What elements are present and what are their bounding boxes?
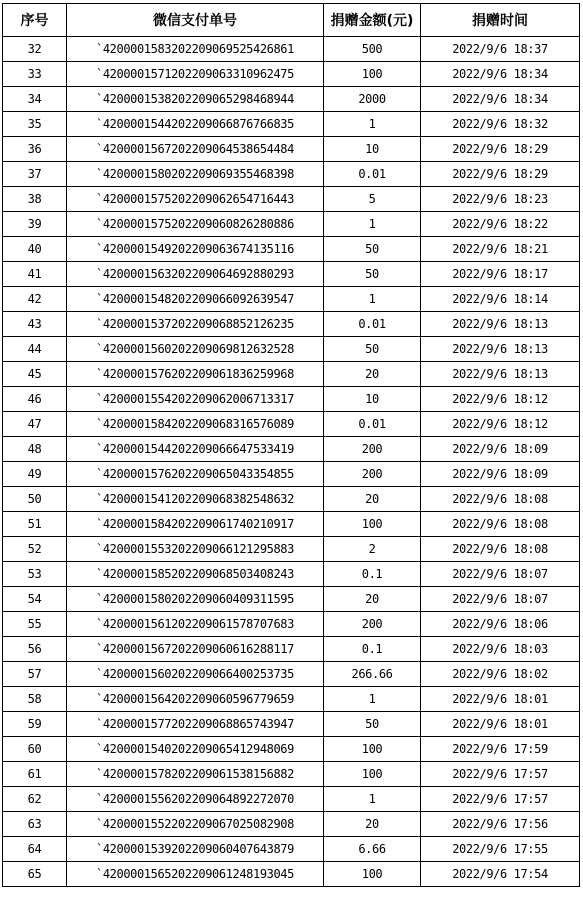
cell-donation-time: 2022/9/6 18:13: [421, 362, 580, 387]
cell-donation-time: 2022/9/6 18:12: [421, 412, 580, 437]
cell-donation-amount: 6.66: [324, 837, 421, 862]
cell-donation-time: 2022/9/6 17:54: [421, 862, 580, 887]
table-row: [3, 512, 580, 537]
cell-donation-amount: 0.1: [324, 562, 421, 587]
cell-donation-amount: 20: [324, 812, 421, 837]
cell-donation-time: 2022/9/6 18:23: [421, 187, 580, 212]
cell-serial-number: 54: [3, 587, 67, 612]
cell-donation-time: 2022/9/6 18:08: [421, 537, 580, 562]
cell-serial-number: 65: [3, 862, 67, 887]
cell-wechat-order-id: `4200001580202209060409311595: [67, 587, 324, 612]
cell-donation-amount: 100: [324, 512, 421, 537]
cell-wechat-order-id: `4200001556202209064892272070: [67, 787, 324, 812]
donation-table: [2, 3, 580, 887]
cell-serial-number: 47: [3, 412, 67, 437]
table-row: [3, 287, 580, 312]
cell-serial-number: 62: [3, 787, 67, 812]
cell-donation-amount: 1: [324, 787, 421, 812]
cell-donation-time: 2022/9/6 18:29: [421, 162, 580, 187]
cell-serial-number: 35: [3, 112, 67, 137]
donation-table-container: [2, 3, 579, 887]
cell-donation-amount: 1: [324, 112, 421, 137]
cell-serial-number: 34: [3, 87, 67, 112]
cell-donation-amount: 100: [324, 862, 421, 887]
cell-donation-amount: 50: [324, 337, 421, 362]
cell-donation-time: 2022/9/6 18:12: [421, 387, 580, 412]
cell-wechat-order-id: `4200001544202209066647533419: [67, 437, 324, 462]
cell-donation-amount: 20: [324, 587, 421, 612]
cell-donation-time: 2022/9/6 18:09: [421, 437, 580, 462]
cell-wechat-order-id: `4200001537202209068852126235: [67, 312, 324, 337]
cell-serial-number: 48: [3, 437, 67, 462]
table-row: [3, 237, 580, 262]
cell-donation-amount: 10: [324, 387, 421, 412]
table-row: [3, 562, 580, 587]
cell-donation-amount: 500: [324, 37, 421, 62]
cell-wechat-order-id: `4200001554202209062006713317: [67, 387, 324, 412]
cell-wechat-order-id: `4200001564202209060596779659: [67, 687, 324, 712]
cell-wechat-order-id: `4200001575202209060826280886: [67, 212, 324, 237]
table-row: [3, 537, 580, 562]
cell-serial-number: 37: [3, 162, 67, 187]
cell-wechat-order-id: `4200001552202209067025082908: [67, 812, 324, 837]
cell-donation-time: 2022/9/6 17:56: [421, 812, 580, 837]
cell-donation-time: 2022/9/6 18:13: [421, 312, 580, 337]
cell-wechat-order-id: `4200001575202209062654716443: [67, 187, 324, 212]
cell-wechat-order-id: `4200001583202209069525426861: [67, 37, 324, 62]
cell-wechat-order-id: `4200001567202209064538654484: [67, 137, 324, 162]
cell-serial-number: 57: [3, 662, 67, 687]
table-body: [3, 37, 580, 887]
cell-serial-number: 58: [3, 687, 67, 712]
cell-wechat-order-id: `4200001584202209068316576089: [67, 412, 324, 437]
cell-donation-amount: 50: [324, 237, 421, 262]
cell-donation-amount: 0.01: [324, 162, 421, 187]
cell-donation-amount: 0.1: [324, 637, 421, 662]
table-row: [3, 137, 580, 162]
table-row: [3, 337, 580, 362]
cell-wechat-order-id: `4200001553202209066121295883: [67, 537, 324, 562]
cell-serial-number: 32: [3, 37, 67, 62]
table-row: [3, 262, 580, 287]
cell-serial-number: 45: [3, 362, 67, 387]
cell-donation-time: 2022/9/6 17:55: [421, 837, 580, 862]
cell-donation-amount: 1: [324, 287, 421, 312]
cell-serial-number: 64: [3, 837, 67, 862]
header-wechat-order-id: 微信支付单号: [67, 4, 324, 37]
cell-serial-number: 38: [3, 187, 67, 212]
cell-serial-number: 52: [3, 537, 67, 562]
cell-donation-time: 2022/9/6 18:01: [421, 687, 580, 712]
cell-donation-amount: 200: [324, 437, 421, 462]
cell-serial-number: 39: [3, 212, 67, 237]
table-row: [3, 112, 580, 137]
table-row: [3, 487, 580, 512]
table-row: [3, 662, 580, 687]
cell-wechat-order-id: `4200001576202209065043354855: [67, 462, 324, 487]
table-row: [3, 712, 580, 737]
cell-donation-time: 2022/9/6 18:07: [421, 587, 580, 612]
cell-donation-amount: 100: [324, 62, 421, 87]
cell-wechat-order-id: `4200001585202209068503408243: [67, 562, 324, 587]
cell-wechat-order-id: `4200001563202209064692880293: [67, 262, 324, 287]
cell-wechat-order-id: `4200001584202209061740210917: [67, 512, 324, 537]
cell-wechat-order-id: `4200001548202209066092639547: [67, 287, 324, 312]
cell-wechat-order-id: `4200001538202209065298468944: [67, 87, 324, 112]
table-row: [3, 737, 580, 762]
cell-serial-number: 44: [3, 337, 67, 362]
table-row: [3, 187, 580, 212]
cell-wechat-order-id: `4200001576202209061836259968: [67, 362, 324, 387]
cell-donation-time: 2022/9/6 18:29: [421, 137, 580, 162]
cell-serial-number: 49: [3, 462, 67, 487]
cell-donation-time: 2022/9/6 18:34: [421, 87, 580, 112]
cell-donation-amount: 50: [324, 262, 421, 287]
table-row: [3, 637, 580, 662]
cell-donation-amount: 5: [324, 187, 421, 212]
cell-donation-amount: 200: [324, 462, 421, 487]
cell-donation-amount: 1: [324, 687, 421, 712]
cell-donation-time: 2022/9/6 18:08: [421, 487, 580, 512]
table-row: [3, 812, 580, 837]
cell-donation-time: 2022/9/6 18:37: [421, 37, 580, 62]
cell-donation-amount: 100: [324, 762, 421, 787]
cell-donation-time: 2022/9/6 18:03: [421, 637, 580, 662]
header-donation-time: 捐赠时间: [421, 4, 580, 37]
cell-serial-number: 33: [3, 62, 67, 87]
cell-donation-time: 2022/9/6 18:02: [421, 662, 580, 687]
cell-serial-number: 56: [3, 637, 67, 662]
cell-donation-amount: 0.01: [324, 412, 421, 437]
cell-serial-number: 43: [3, 312, 67, 337]
cell-serial-number: 50: [3, 487, 67, 512]
cell-donation-amount: 2000: [324, 87, 421, 112]
table-row: [3, 312, 580, 337]
table-row: [3, 462, 580, 487]
table-row: [3, 587, 580, 612]
cell-wechat-order-id: `4200001549202209063674135116: [67, 237, 324, 262]
table-row: [3, 37, 580, 62]
table-row: [3, 787, 580, 812]
cell-serial-number: 41: [3, 262, 67, 287]
cell-donation-time: 2022/9/6 18:22: [421, 212, 580, 237]
table-row: [3, 437, 580, 462]
table-row: [3, 362, 580, 387]
table-row: [3, 62, 580, 87]
table-row: [3, 212, 580, 237]
table-row: [3, 87, 580, 112]
cell-serial-number: 42: [3, 287, 67, 312]
cell-donation-amount: 20: [324, 362, 421, 387]
cell-wechat-order-id: `4200001571202209063310962475: [67, 62, 324, 87]
cell-wechat-order-id: `4200001565202209061248193045: [67, 862, 324, 887]
cell-donation-time: 2022/9/6 18:13: [421, 337, 580, 362]
cell-serial-number: 40: [3, 237, 67, 262]
table-row: [3, 412, 580, 437]
cell-serial-number: 53: [3, 562, 67, 587]
cell-serial-number: 51: [3, 512, 67, 537]
cell-donation-time: 2022/9/6 18:06: [421, 612, 580, 637]
header-row: [3, 4, 580, 37]
cell-donation-time: 2022/9/6 18:32: [421, 112, 580, 137]
cell-donation-amount: 2: [324, 537, 421, 562]
cell-donation-time: 2022/9/6 17:59: [421, 737, 580, 762]
cell-donation-amount: 10: [324, 137, 421, 162]
cell-wechat-order-id: `4200001560202209069812632528: [67, 337, 324, 362]
cell-serial-number: 61: [3, 762, 67, 787]
cell-serial-number: 55: [3, 612, 67, 637]
table-header: [3, 4, 580, 37]
cell-donation-time: 2022/9/6 18:17: [421, 262, 580, 287]
cell-donation-time: 2022/9/6 18:09: [421, 462, 580, 487]
cell-donation-amount: 1: [324, 212, 421, 237]
table-row: [3, 837, 580, 862]
cell-donation-amount: 0.01: [324, 312, 421, 337]
cell-serial-number: 60: [3, 737, 67, 762]
cell-donation-amount: 200: [324, 612, 421, 637]
cell-wechat-order-id: `4200001540202209065412948069: [67, 737, 324, 762]
table-row: [3, 387, 580, 412]
cell-wechat-order-id: `4200001539202209060407643879: [67, 837, 324, 862]
header-serial-number: 序号: [3, 4, 67, 37]
cell-serial-number: 63: [3, 812, 67, 837]
cell-donation-time: 2022/9/6 18:21: [421, 237, 580, 262]
table-row: [3, 687, 580, 712]
cell-wechat-order-id: `4200001578202209061538156882: [67, 762, 324, 787]
cell-serial-number: 36: [3, 137, 67, 162]
cell-donation-time: 2022/9/6 18:08: [421, 512, 580, 537]
cell-donation-time: 2022/9/6 17:57: [421, 787, 580, 812]
cell-wechat-order-id: `4200001541202209068382548632: [67, 487, 324, 512]
cell-donation-amount: 100: [324, 737, 421, 762]
cell-wechat-order-id: `4200001580202209069355468398: [67, 162, 324, 187]
table-row: [3, 862, 580, 887]
cell-donation-amount: 20: [324, 487, 421, 512]
cell-donation-amount: 266.66: [324, 662, 421, 687]
cell-donation-time: 2022/9/6 18:01: [421, 712, 580, 737]
cell-wechat-order-id: `4200001577202209068865743947: [67, 712, 324, 737]
cell-donation-time: 2022/9/6 18:07: [421, 562, 580, 587]
cell-donation-time: 2022/9/6 18:34: [421, 62, 580, 87]
cell-serial-number: 59: [3, 712, 67, 737]
table-row: [3, 162, 580, 187]
cell-donation-time: 2022/9/6 17:57: [421, 762, 580, 787]
cell-wechat-order-id: `4200001561202209061578707683: [67, 612, 324, 637]
cell-wechat-order-id: `4200001544202209066876766835: [67, 112, 324, 137]
cell-wechat-order-id: `4200001567202209060616288117: [67, 637, 324, 662]
cell-donation-time: 2022/9/6 18:14: [421, 287, 580, 312]
header-donation-amount: 捐赠金额(元): [324, 4, 421, 37]
cell-donation-amount: 50: [324, 712, 421, 737]
table-row: [3, 612, 580, 637]
cell-wechat-order-id: `4200001560202209066400253735: [67, 662, 324, 687]
cell-serial-number: 46: [3, 387, 67, 412]
table-row: [3, 762, 580, 787]
